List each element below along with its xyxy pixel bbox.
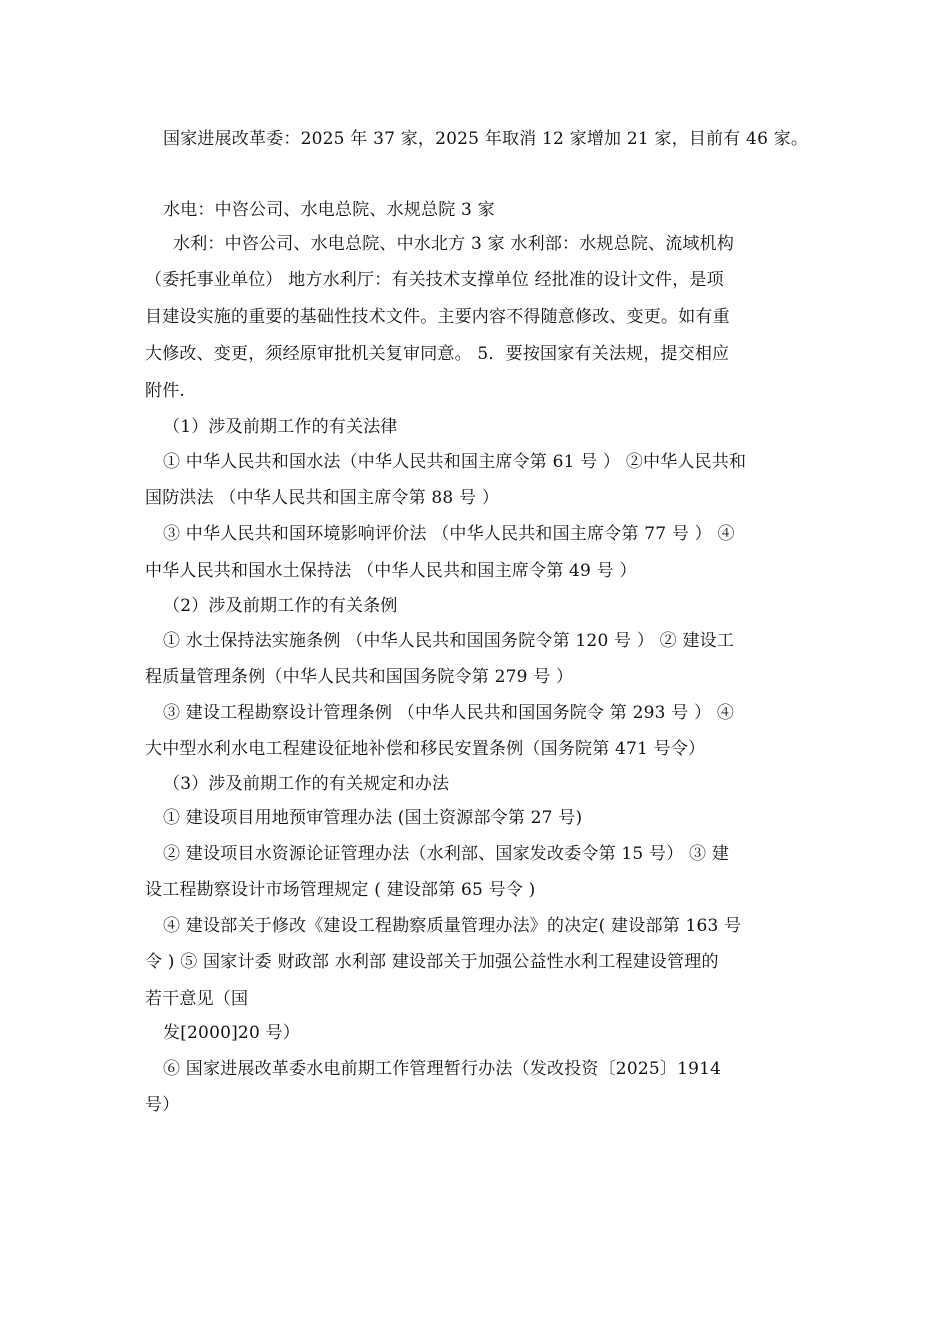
text-line: 若干意见（国 (145, 989, 249, 1009)
text-line: ⑥ 国家进展改革委水电前期工作管理暂行办法（发改投资〔2025〕1914 (163, 1059, 722, 1079)
text-line: 目建设实施的重要的基础性技术文件。主要内容不得随意修改、变更。如有重 (145, 307, 730, 327)
text-line: 附件. (145, 381, 186, 401)
section-heading: （1）涉及前期工作的有关法律 (163, 417, 398, 437)
text-line: ③ 建设工程勘察设计管理条例 （中华人民共和国国务院令 第 293 号 ） ④ (163, 703, 735, 723)
text-line: 设工程勘察设计市场管理规定 ( 建设部第 65 号令 ) (145, 880, 536, 900)
text-line: （委托事业单位） 地方水利厅：有关技术支撑单位 经批准的设计文件，是项 (145, 270, 724, 290)
text-line: ① 水土保持法实施条例 （中华人民共和国国务院令第 120 号 ） ② 建设工 (163, 631, 735, 651)
section-heading: （3）涉及前期工作的有关规定和办法 (163, 774, 450, 794)
text-line: 大修改、变更，须经原审批机关复审同意。 5．要按国家有关法规，提交相应 (145, 344, 730, 364)
text-line: 水利：中咨公司、水电总院、中水北方 3 家 水利部：水规总院、流域机构 (173, 234, 735, 254)
text-line: ① 建设项目用地预审管理办法 (国土资源部令第 27 号) (163, 808, 583, 828)
text-line: 国防洪法 （中华人民共和国主席令第 88 号 ） (145, 488, 500, 508)
text-line: 号） (145, 1095, 180, 1115)
text-line: 发[2000]20 号） (163, 1023, 300, 1043)
text-line: 大中型水利水电工程建设征地补偿和移民安置条例（国务院第 471 号令） (145, 739, 706, 759)
text-line: 令 ) ⑤ 国家计委 财政部 水利部 建设部关于加强公益性水利工程建设管理的 (145, 952, 719, 972)
text-line: ④ 建设部关于修改《建设工程勘察质量管理办法》的决定( 建设部第 163 号 (163, 916, 742, 936)
text-line: 水电：中咨公司、水电总院、水规总院 3 家 (163, 200, 495, 220)
text-line: ① 中华人民共和国水法（中华人民共和国主席令第 61 号 ） ②中华人民共和 (163, 452, 747, 472)
text-line: ③ 中华人民共和国环境影响评价法 （中华人民共和国主席令第 77 号 ） ④ (163, 524, 735, 544)
section-heading: （2）涉及前期工作的有关条例 (163, 596, 398, 616)
text-line: 国家进展改革委：2025 年 37 家，2025 年取消 12 家增加 21 家，目前有 46 家。 (163, 129, 809, 149)
text-line: 中华人民共和国水土保持法 （中华人民共和国主席令第 49 号 ） (145, 561, 637, 581)
text-line: ② 建设项目水资源论证管理办法（水利部、国家发改委令第 15 号） ③ 建 (163, 844, 730, 864)
text-line: 程质量管理条例（中华人民共和国国务院令第 279 号 ） (145, 667, 574, 687)
